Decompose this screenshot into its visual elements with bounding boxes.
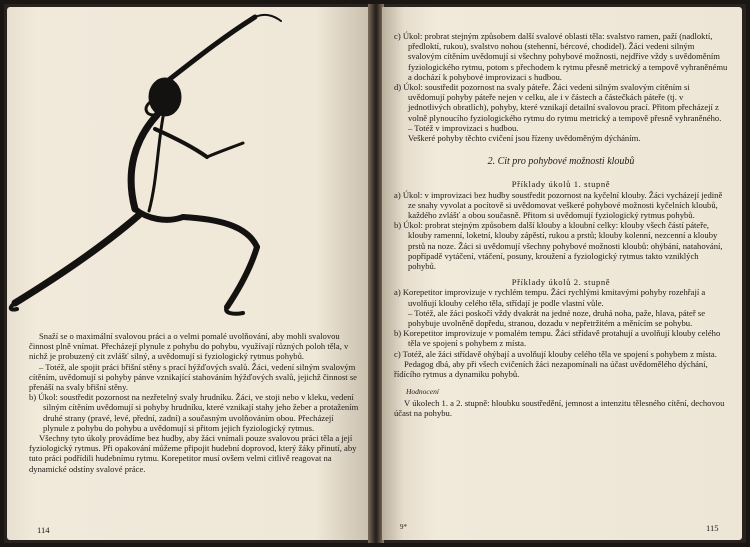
dancer-illustration	[7, 11, 307, 323]
list-item: a) Korepetitor improvizuje v rychlém tempu. Žáci rychlými kmitavými pohyby rozehřají a uvolňují klouby celého těla, střídají je podle vlastní vůle.	[394, 287, 706, 308]
paragraph: Všechny tyto úkoly provádíme bez hudby, aby žáci vnímali pouze svalovou práci těla a její fyziologický rytmus. Při opakování můžeme připojit hudební doprovod, který žáky přinutí, aby tuto práci podřídili hudebnímu rytmu. Korepetitor musí ovšem velmi citlivě reagovat na dynamické odstíny svalové práce.	[29, 433, 357, 474]
subsection-heading: Příklady úkolů 2. stupně	[511, 277, 611, 288]
list-item: c) Úkol: probrat stejným způsobem další svalové oblasti těla: svalstvo ramen, paží (nadloktí, předloktí, rukou), svalstvo nohou (stehenní, bércové, chodidel). Žáci vedeni silným svalovým cítěním uvědomují si všechny pohybové možnosti, nejdříve vždy s uvědoměním fyziologického rytmu, potom s přechodem k rytmu přesně metrický a tempově vyhraněnému a dochází k pohybové improvizaci s hudbou.	[394, 31, 728, 82]
page-number-right: 115	[706, 523, 719, 533]
list-item: b) Úkol: soustředit pozornost na nezřetelný svaly hrudníku. Žáci, ve stoji nebo v kleku, vedení silným cítěním uvědomují si pohyby hrudníku, které vznikají stahy jeho žeber a protažením druhé strany (pravé, levé, přední, zadní) a současným uvolňováním obou. Přecházejí plynule z pohybu do pohybu a uvědomují si přitom jejich fyziologický rytmus.	[29, 392, 359, 433]
subsection-heading: Příklady úkolů 1. stupně	[511, 179, 611, 190]
left-page-text	[29, 331, 359, 474]
list-item: a) Úkol: v improvizaci bez hudby soustředit pozornost na kyčelní klouby. Žáci vycházejí jedině ze snahy vyvolat a pocítově si uvědomovat veškeré pohybové možnosti kyčelních kloubů, každého zvlášť a obou současně. Přitom si uvědomují fyziologický rytmus pohybů.	[394, 189, 723, 221]
section-heading: 2. Cit pro pohybové možnosti kloubů	[487, 156, 635, 168]
paragraph: V úkolech 1. a 2. stupně: hloubku soustředění, jemnost a intenzitu tělesného cítění, dechovou účast na pohybu.	[394, 397, 725, 418]
signature-mark: 9*	[400, 523, 407, 531]
page-number-left: 114	[37, 525, 50, 535]
right-page	[382, 7, 742, 540]
list-item: d) Úkol: soustředit pozornost na svaly páteře. Žáci vedeni silným svalovým cítěním si uvědomují pohyby páteře nejen v celku, ale i v částech a částečkách páteře (tj. v jednotlivých obratlích), pohyby, které vznikají detailní svalovou prací. Přitom přecházejí z volně plynoucího fyziologického rytmu do rytmu metrický a tempově přesně vyhraněného.	[394, 82, 722, 123]
paragraph: Veškeré pohyby těchto cvičení jsou řízeny uvědoměným dýcháním.	[408, 133, 641, 144]
list-item: b) Korepetitor improvizuje v pomalém tempu. Žáci střídavě protahují a uvolňují klouby celého těla ve spojení s pohybem z místa.	[394, 328, 721, 349]
list-item: b) Úkol: probrat stejným způsobem další klouby a kloubní celky: klouby všech částí páteře, klouby ramenní, loketní, klouby zápěstí, rukou a prstů; klouby kolenní, nezcenní a klouby prstů na noze. Žáci si uvědomují všechny pohybové možnosti kloubů: ohýbání, natahování, popřípadě vytáčení, vtáčení, posuny, kroužení a fyziologický rytmus takto vzniklých pohybů.	[394, 220, 723, 272]
paragraph: – Totéž v improvizaci s hudbou.	[408, 122, 519, 133]
book-spread	[4, 4, 746, 543]
paragraph: Snaží se o maximální svalovou práci a o velmi pomalé uvolňování, aby mohli svalovou činnost plně vnímat. Přecházejí plynule z pohybu do pohybu, využívají různých poloh těla, v nichž je probuzený cit zvlášť silný, a uvědomují si fyziologický rytmus pohybů.	[29, 331, 349, 362]
paragraph: – Totéž, ale spojit práci břišní stěny s prací hýžďových svalů. Žáci, vedení silným svalovým cítěním, uvědomují si pohyby pánve vznikající stahováním hýžďových svalů, jejichž činnost se přenáší na svaly břišní stěny.	[29, 361, 357, 393]
paragraph: Pedagog dbá, aby při všech cvičeních žáci nezapomínali na účast uvědomělého dýchání, řídícího rytmus a dynamiku pohybů.	[394, 358, 708, 380]
list-item: c) Totéž, ale žáci střídavě ohýbají a uvolňují klouby celého těla ve spojení s pohybem z místa.	[394, 348, 717, 359]
right-page-text	[394, 31, 728, 418]
left-page	[7, 7, 370, 540]
note-heading: Hodnocení	[406, 387, 439, 397]
paragraph: – Totéž, ale žáci poskočí vždy dvakrát na jedné noze, druhá noha, paže, hlava, páteř se pohybuje uvolněně dopředu, stranou, dozadu v nepřetržitém a měnícím se pohybu.	[408, 307, 706, 329]
